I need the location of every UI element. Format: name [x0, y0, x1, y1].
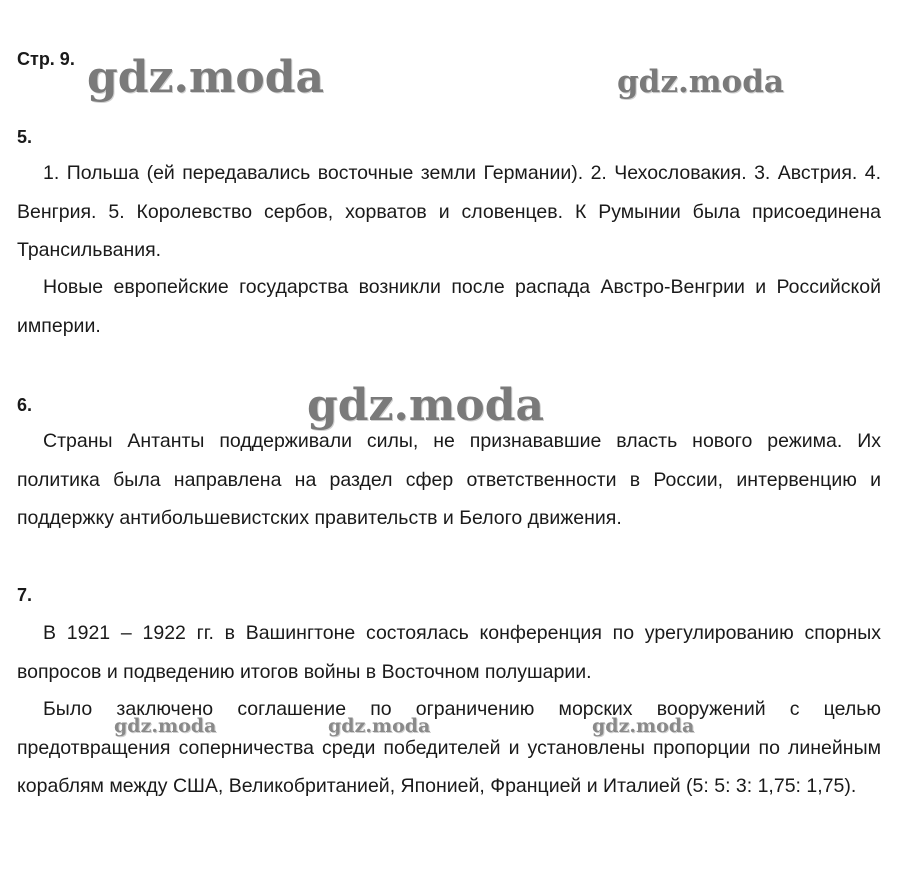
section-5-paragraph-2: Новые европейские государства возникли после распада Австро-Венгрии и Российской империи.	[17, 276, 881, 337]
section-7-paragraph-2: Было заключено соглашение по ограничению морских вооружений с целью предотвращения соперничества среди победителей и установлены пропорции по линейным кораблям между США, Великобританией, Японией, Францией и Италией (5: 5: 3: 1,75: 1,75).	[17, 698, 881, 797]
section-7-paragraph-1: В 1921 – 1922 гг. в Вашингтоне состоялась конференция по урегулированию спорных вопросов и подведению итогов войны в Восточном полушарии.	[17, 622, 881, 683]
section-6-number: 6.	[17, 395, 33, 415]
watermark-logo: gdz.moda	[87, 52, 325, 103]
watermark-logo: gdz.moda	[307, 380, 545, 431]
watermark-logo: gdz.moda	[328, 715, 431, 737]
section-6-paragraph-1: Страны Антанты поддерживали силы, не признававшие власть нового режима. Их политика была направлена на раздел сфер ответственности в России, интервенцию и поддержку антибольшевистских правительств и Белого движения.	[17, 430, 881, 529]
section-5-paragraph-1: 1. Польша (ей передавались восточные земли Германии). 2. Чехословакия. 3. Австрия. 4. Венгрия. 5. Королевство сербов, хорватов и словенцев. К Румынии была присоединена Трансильвания.	[17, 162, 881, 261]
watermark-logo: gdz.moda	[617, 64, 784, 100]
watermark-logo: gdz.moda	[114, 715, 217, 737]
watermark-logo: gdz.moda	[592, 715, 695, 737]
section-5-number: 5.	[17, 127, 33, 147]
document-page	[17, 0, 881, 884]
section-7-number: 7.	[17, 585, 33, 605]
page-label: Стр. 9.	[17, 49, 75, 69]
